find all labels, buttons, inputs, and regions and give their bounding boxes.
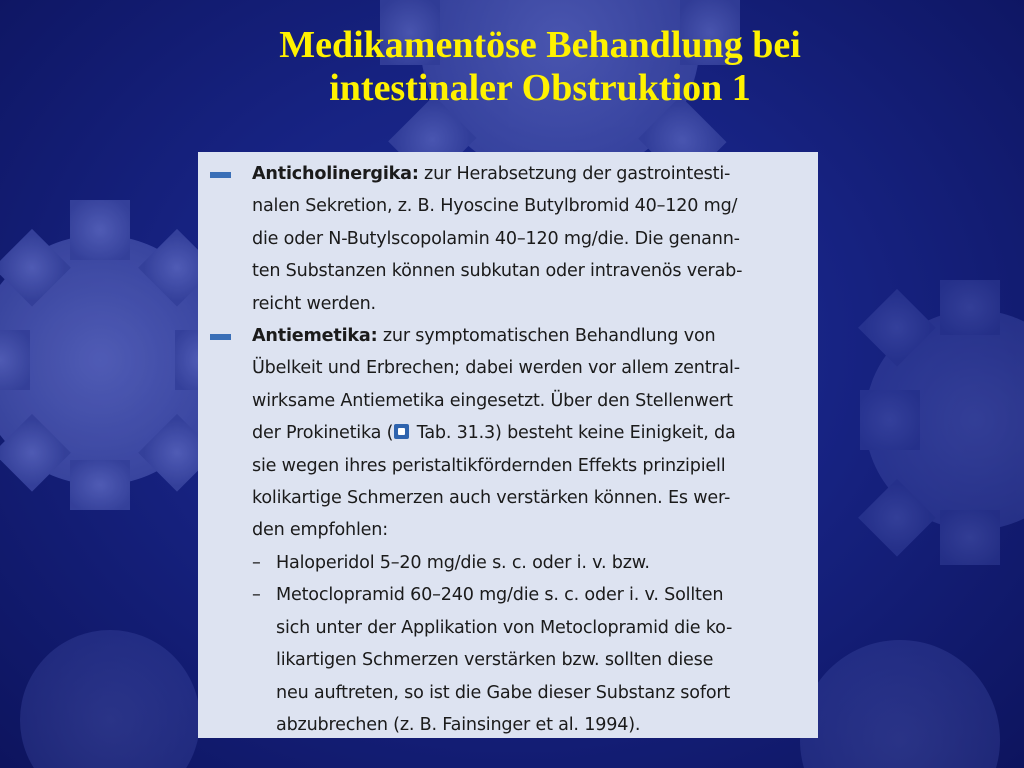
text-fragment: der Prokinetika ( — [252, 423, 394, 444]
text-line: abzubrechen (z. B. Fainsinger et al. 1994). — [276, 714, 641, 735]
list-item-anticholinergika — [198, 158, 818, 320]
term-anticholinergika: Anticholinergika: — [252, 164, 419, 184]
slide-title — [0, 24, 1024, 110]
sub-list-item-metoclopramid — [252, 579, 818, 611]
slide-title-line-2: intestinaler Obstruktion 1 — [329, 67, 751, 109]
text-line: Übelkeit und Erbrechen; dabei werden vor allem zentral- — [252, 358, 740, 379]
text-line: neu auftreten, so ist die Gabe dieser Substanz sofort — [276, 682, 731, 703]
slide-title-line-1: Medikamentöse Behandlung bei — [279, 24, 801, 66]
gear-icon-right — [858, 280, 1024, 565]
sub-list-item-haloperidol — [252, 547, 818, 579]
text-line: ten Substanzen können subkutan oder intravenös verab- — [252, 261, 743, 282]
text-line: wirksame Antiemetika eingesetzt. Über den Stellenwert — [252, 390, 733, 411]
text-line: kolikartige Schmerzen auch verstärken können. Es wer- — [252, 488, 731, 509]
text-line — [252, 417, 818, 449]
table-reference-icon[interactable] — [394, 424, 409, 439]
text-fragment: zur Herabsetzung der gastrointesti- — [418, 164, 731, 184]
table-reference-link: Tab. 31.3) besteht keine Einigkeit, da — [411, 423, 736, 444]
text-line: reicht werden. — [252, 293, 376, 314]
text-line: sie wegen ihres peristaltikfördernden Effekts prinzipiell — [252, 455, 726, 476]
list-item-antiemetika — [198, 320, 818, 741]
gear-icon-left — [0, 200, 225, 510]
bar-bullet-icon — [210, 172, 231, 178]
content-text-box — [198, 152, 818, 738]
text-fragment: zur symptomatischen Behandlung von — [377, 326, 716, 347]
bar-bullet-icon — [210, 334, 231, 340]
term-antiemetika: Antiemetika: — [252, 326, 378, 347]
text-fragment: Haloperidol 5–20 mg/die s. c. oder i. v. bzw. — [276, 552, 650, 573]
text-line: die oder N-Butylscopolamin 40–120 mg/die. Die genann- — [252, 228, 740, 249]
text-line: sich unter der Applikation von Metoclopramid die ko- — [276, 617, 733, 638]
dash-bullet: – — [252, 552, 261, 573]
text-line: nalen Sekretion, z. B. Hyoscine Butylbromid 40–120 mg/ — [252, 196, 738, 217]
text-line: den empfohlen: — [252, 520, 388, 541]
text-line — [252, 320, 818, 352]
text-fragment: Metoclopramid 60–240 mg/die s. c. oder i. v. Sollten — [276, 585, 724, 606]
text-line: likartigen Schmerzen verstärken bzw. sollten diese — [276, 650, 714, 671]
dash-bullet: – — [252, 585, 261, 606]
text-line — [252, 158, 818, 190]
